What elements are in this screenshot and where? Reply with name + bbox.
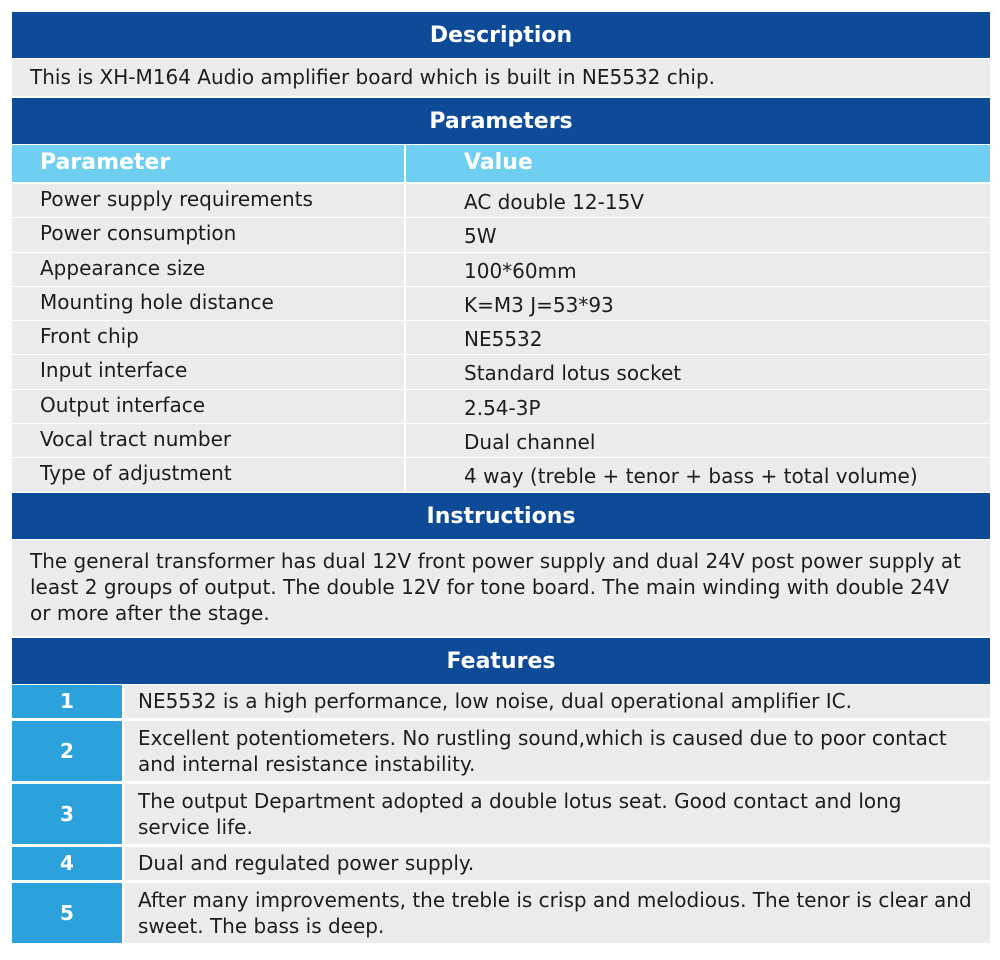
parameter-value: Dual channel (464, 430, 596, 455)
list-item (12, 721, 990, 784)
feature-number: 4 (12, 847, 124, 880)
list-item (12, 883, 990, 946)
features-header: Features (12, 638, 990, 685)
list-item (12, 685, 990, 721)
feature-text: NE5532 is a high performance, low noise, dual operational amplifier IC. (138, 689, 852, 714)
feature-number: 3 (12, 784, 124, 844)
parameter-value: 100*60mm (464, 258, 577, 283)
table-row (12, 218, 990, 252)
parameter-name: Power supply requirements (12, 184, 406, 217)
parameters-table (12, 184, 990, 493)
parameter-name: Input interface (12, 355, 406, 388)
parameter-value: 2.54-3P (464, 395, 541, 420)
parameter-name: Power consumption (12, 218, 406, 251)
parameter-name: Output interface (12, 390, 406, 423)
table-row (12, 184, 990, 218)
instructions-header: Instructions (12, 493, 990, 540)
parameter-value: Standard lotus socket (464, 361, 682, 386)
features-list (12, 685, 990, 946)
parameters-column-headers (12, 145, 990, 184)
feature-number: 2 (12, 721, 124, 781)
table-row (12, 355, 990, 389)
parameter-value: 4 way (treble + tenor + bass + total volume) (464, 464, 918, 489)
instructions-text: The general transformer has dual 12V front power supply and dual 24V post power supply at least 2 groups of output. The double 12V for tone board. The main winding with double 24V or more after the stage. (12, 540, 990, 638)
list-item (12, 784, 990, 847)
feature-text: Dual and regulated power supply. (138, 851, 475, 876)
table-row (12, 424, 990, 458)
column-header-value: Value (464, 150, 533, 175)
parameter-value: K=M3 J=53*93 (464, 292, 614, 317)
table-row (12, 321, 990, 355)
feature-number: 1 (12, 685, 124, 718)
parameter-name: Vocal tract number (12, 424, 406, 457)
parameter-value: 5W (464, 224, 497, 249)
parameter-name: Mounting hole distance (12, 287, 406, 320)
feature-text: Excellent potentiometers. No rustling sound,which is caused due to poor contact and internal resistance instability. (138, 725, 947, 776)
table-row (12, 458, 990, 492)
list-item (12, 847, 990, 883)
parameter-name: Front chip (12, 321, 406, 354)
table-row (12, 253, 990, 287)
parameters-header: Parameters (12, 98, 990, 145)
feature-number: 5 (12, 883, 124, 943)
table-row (12, 287, 990, 321)
table-row (12, 390, 990, 424)
parameter-name: Type of adjustment (12, 458, 406, 491)
description-header: Description (12, 12, 990, 59)
description-text: This is XH-M164 Audio amplifier board which is built in NE5532 chip. (12, 59, 990, 98)
parameter-value: NE5532 (464, 327, 543, 352)
column-header-parameter: Parameter (12, 145, 406, 182)
feature-text: After many improvements, the treble is crisp and melodious. The tenor is clear and sweet. The bass is deep. (138, 887, 972, 938)
spec-sheet (12, 12, 990, 946)
parameter-name: Appearance size (12, 253, 406, 286)
parameter-value: AC double 12-15V (464, 190, 644, 214)
feature-text: The output Department adopted a double lotus seat. Good contact and long service life. (138, 788, 902, 839)
